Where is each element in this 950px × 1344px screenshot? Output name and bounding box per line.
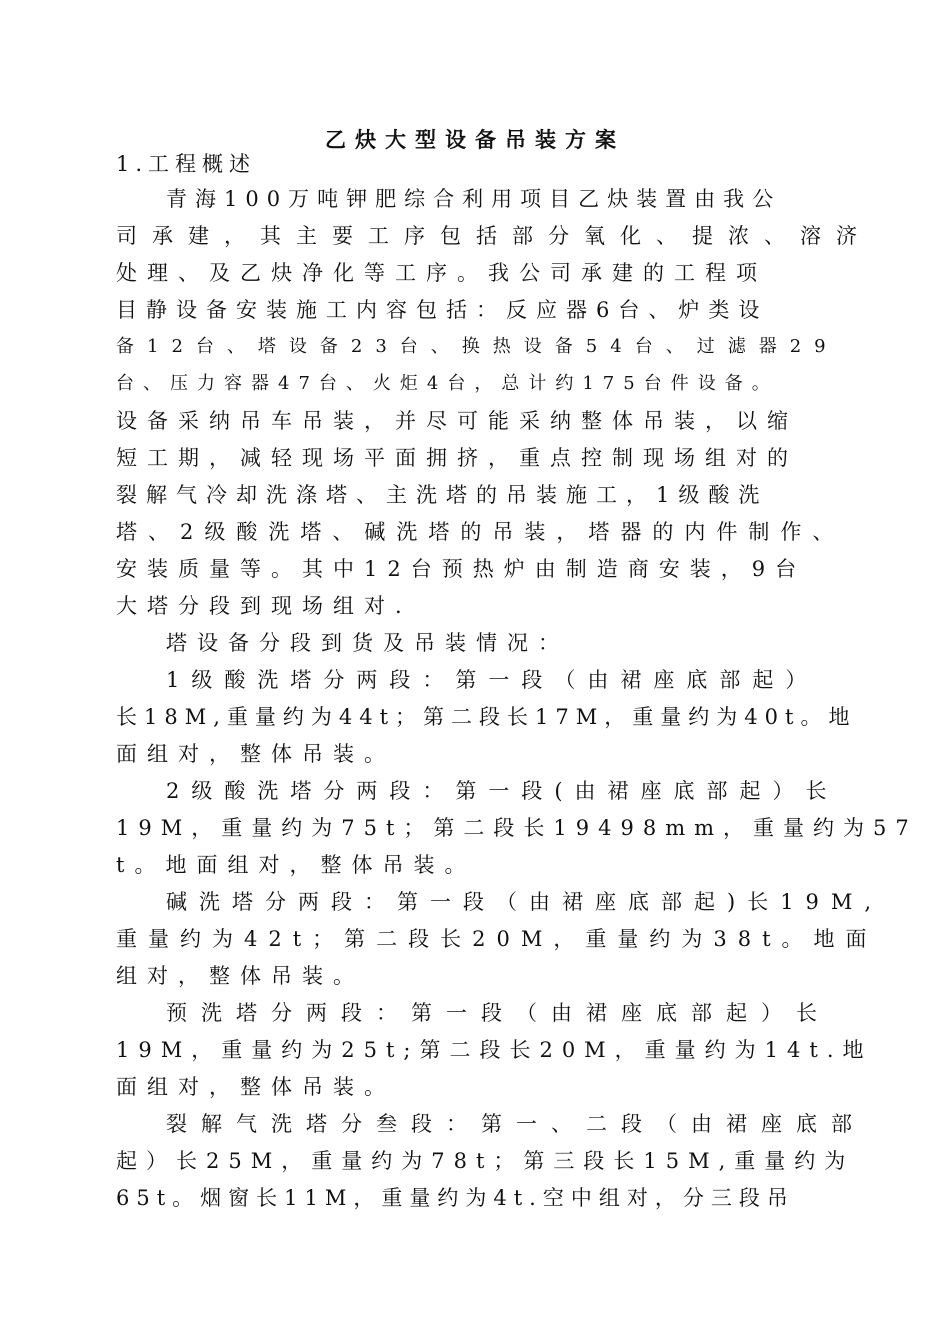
paragraph-line: 设备采纳吊车吊装，并尽可能采纳整体吊装，以缩 [116,409,798,433]
paragraph-line: 2级酸洗塔分两段：第一段(由裙座底部起）长 [166,779,839,803]
paragraph-line: 面组对，整体吊装。 [116,742,395,766]
paragraph-line: 裂解气洗塔分叁段：第一、二段（由裙座底部 [166,1112,866,1136]
paragraph-line: 19M，重量约为75t；第二段长19498mm，重量约为57 [116,816,918,840]
subsection-heading: 塔设备分段到货及吊装情况： [166,631,569,655]
section-heading: 1.工程概述 [116,152,257,176]
paragraph-line: 1级酸洗塔分两段：第一段（由裙座底部起） [166,668,819,692]
paragraph-line: 台、压力容器47台、火炬4台，总计约175台件设备。 [116,373,779,394]
paragraph-line: 处理、及乙炔净化等工序。我公司承建的工程项 [116,261,767,285]
paragraph-line: 青海100万吨钾肥综合利用项目乙炔装置由我公 [166,187,782,211]
paragraph-line: 65t。烟窗长11M，重量约为4t.空中组对，分三段吊 [116,1186,795,1210]
paragraph-line: 塔、2级酸洗塔、碱洗塔的吊装，塔器的内件制作、 [116,520,845,544]
paragraph-line: 长18M,重量约为44t；第二段长17M，重量约为40t。地 [116,705,857,729]
paragraph-line: 组对，整体吊装。 [116,964,364,988]
paragraph-line: 面组对，整体吊装。 [116,1075,395,1099]
paragraph-line: 碱洗塔分两段：第一段（由裙座底部起)长19M, [166,890,884,914]
paragraph-line: t。地面组对，整体吊装。 [116,853,476,877]
paragraph-line: 重量约为42t；第二段长20M，重量约为38t。地面 [116,927,878,951]
paragraph-line: 短工期，减轻现场平面拥挤，重点控制现场组对的 [116,446,798,470]
paragraph-line: 预洗塔分两段：第一段（由裙座底部起）长 [166,1001,831,1025]
paragraph-line: 目静设备安装施工内容包括：反应器6台、炉类设 [116,298,769,322]
paragraph-line: 备12台、塔设备23台、换热设备54台、过滤器29 [116,336,839,357]
paragraph-line: 大塔分段到现场组对. [116,594,412,618]
paragraph-line: 安装质量等。其中12台预热炉由制造商安装，9台 [116,557,807,581]
paragraph-line: 起）长25M，重量约为78t；第三段长15M,重量约为 [116,1149,855,1173]
document-title: 乙炔大型设备吊装方案 [325,127,625,152]
paragraph-line: 司承建，其主要工序包括部分氧化、提浓、溶济 [116,224,872,248]
paragraph-line: 19M，重量约为25t;第二段长20M，重量约为14t.地 [116,1038,873,1062]
paragraph-line: 裂解气冷却洗涤塔、主洗塔的吊装施工，1级酸洗 [116,483,769,507]
